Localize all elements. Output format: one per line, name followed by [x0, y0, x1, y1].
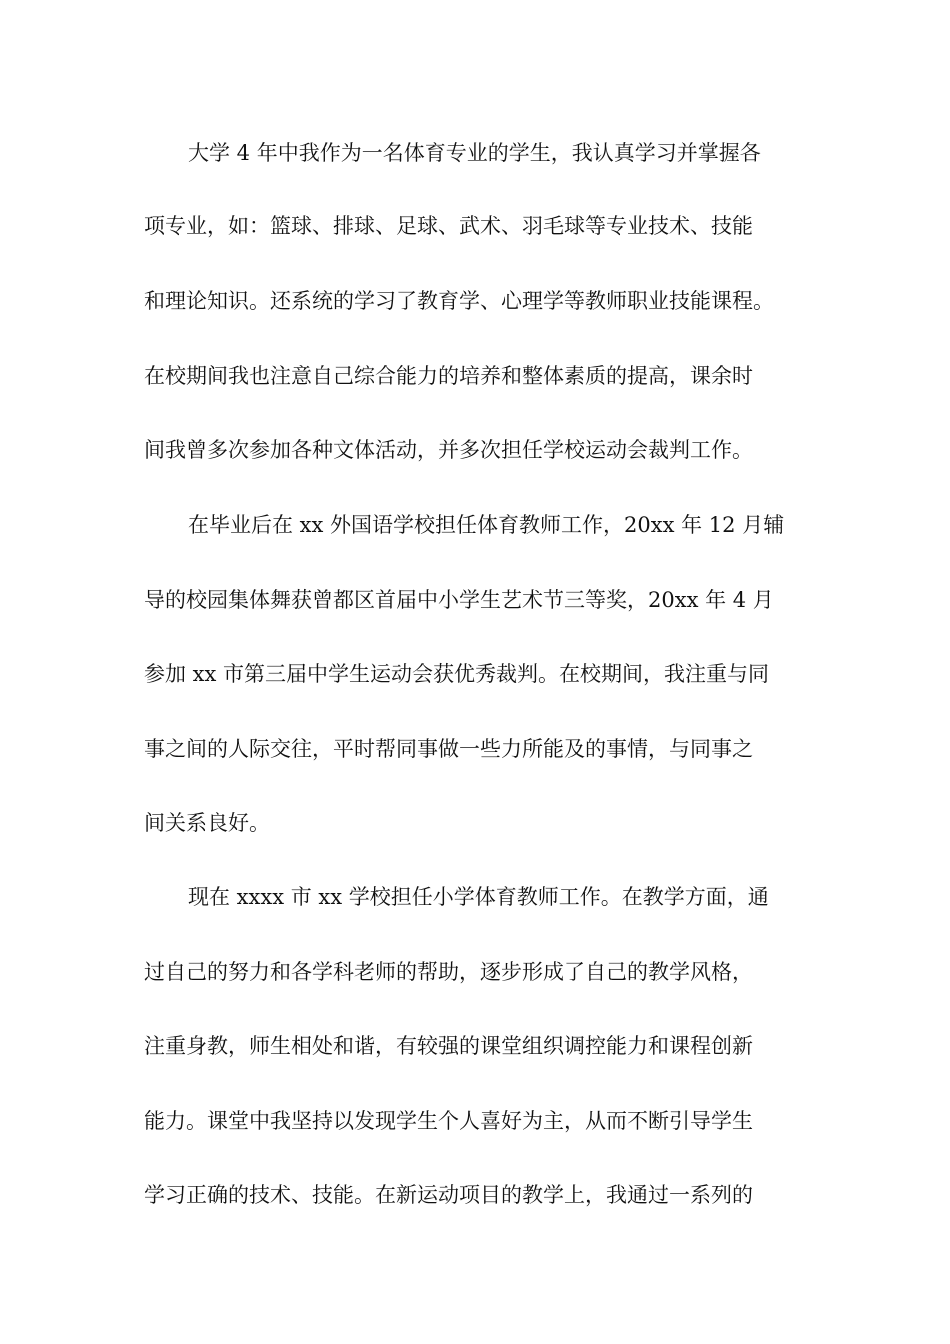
- paragraph-1-line-3: 和理论知识。还系统的学习了教育学、心理学等教师职业技能课程。: [144, 289, 774, 313]
- paragraph-1-line-2: 项专业，如：篮球、排球、足球、武术、羽毛球等专业技术、技能: [144, 214, 753, 238]
- paragraph-3-line-1: 现在 xxxx 市 xx 学校担任小学体育教师工作。在教学方面，通: [188, 885, 769, 909]
- paragraph-3-line-2: 过自己的努力和各学科老师的帮助，逐步形成了自己的教学风格，: [144, 960, 753, 984]
- paragraph-1-line-5: 间我曾多次参加各种文体活动，并多次担任学校运动会裁判工作。: [144, 438, 753, 462]
- paragraph-1-line-1: 大学 4 年中我作为一名体育专业的学生，我认真学习并掌握各: [188, 141, 761, 165]
- paragraph-3-line-3: 注重身教，师生相处和谐，有较强的课堂组织调控能力和课程创新: [144, 1034, 753, 1058]
- paragraph-3-line-5: 学习正确的技术、技能。在新运动项目的教学上，我通过一系列的: [144, 1183, 753, 1207]
- paragraph-2-line-3: 参加 xx 市第三届中学生运动会获优秀裁判。在校期间，我注重与同: [144, 662, 770, 686]
- paragraph-1-line-4: 在校期间我也注意自己综合能力的培养和整体素质的提高，课余时: [144, 364, 753, 388]
- paragraph-2-line-4: 事之间的人际交往，平时帮同事做一些力所能及的事情，与同事之: [144, 737, 753, 761]
- paragraph-2-line-5: 间关系良好。: [144, 811, 270, 835]
- paragraph-3-line-4: 能力。课堂中我坚持以发现学生个人喜好为主，从而不断引导学生: [144, 1109, 753, 1133]
- paragraph-2-line-2: 导的校园集体舞获曾都区首届中小学生艺术节三等奖，20xx 年 4 月: [144, 588, 774, 612]
- paragraph-2-line-1: 在毕业后在 xx 外国语学校担任体育教师工作，20xx 年 12 月辅: [188, 513, 785, 537]
